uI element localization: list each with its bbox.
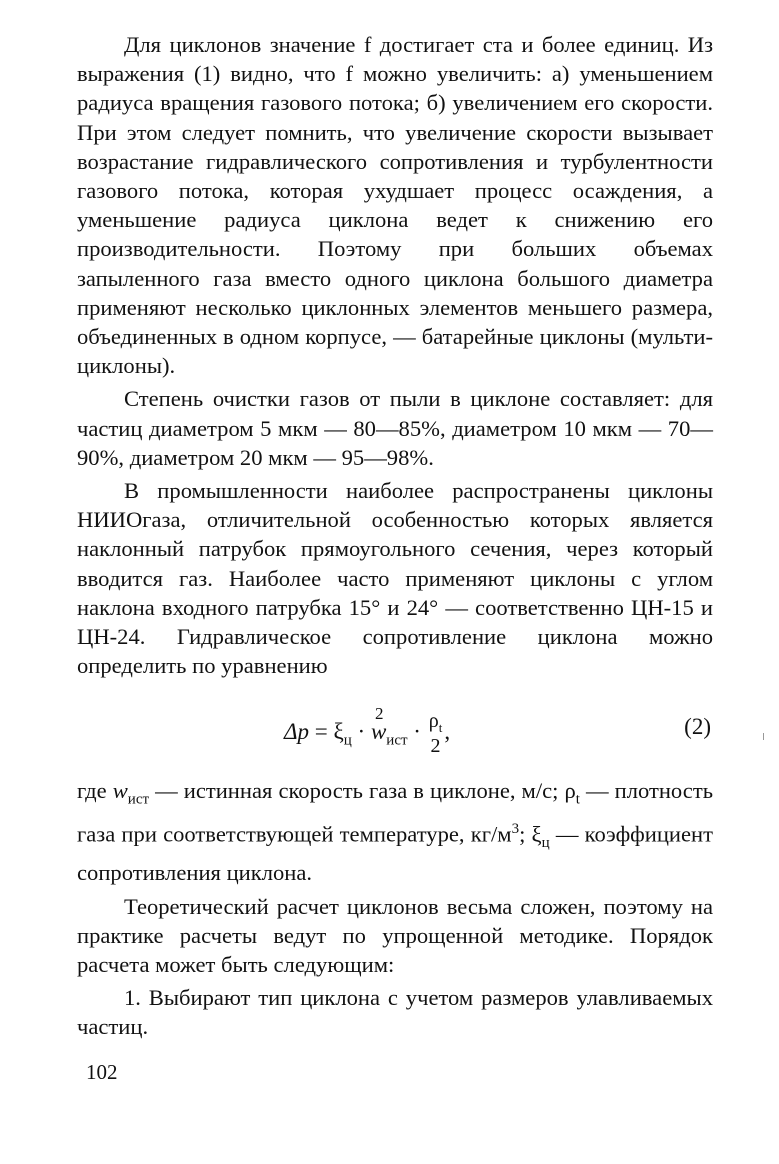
- where-text: — плотность газа при соответствующей температуре, кг/м: [77, 778, 713, 847]
- where-rho-sub: t: [575, 791, 580, 808]
- where-sup3: 3: [511, 821, 520, 838]
- formula-w: w: [370, 719, 387, 745]
- formula-fraction: [428, 710, 443, 758]
- where-text: — истинная скорость газа в циклоне, м/с;: [149, 778, 565, 804]
- scan-mark: [763, 733, 764, 740]
- where-paragraph: [77, 776, 713, 887]
- formula-number: (2): [684, 714, 711, 740]
- where-rho: ρ: [564, 778, 576, 804]
- where-w-sub: ист: [127, 791, 150, 808]
- formula-2: [77, 694, 713, 758]
- formula-lhs: Δp: [284, 719, 309, 745]
- formula-xi: ξ: [333, 719, 344, 745]
- fraction-numerator: [429, 712, 443, 737]
- formula-rho-sub: t: [438, 720, 443, 736]
- fraction-denominator: 2: [430, 735, 441, 758]
- page-number: 102: [86, 1060, 118, 1084]
- formula-rho: ρ: [428, 710, 439, 733]
- paragraph: 1. Выбирают тип циклона с учетом размеров улавливаемых частиц.: [77, 985, 713, 1040]
- formula-expression: [284, 704, 451, 758]
- formula-dot: ·: [407, 719, 427, 745]
- formula-dot: ·: [351, 719, 371, 745]
- formula-xi-sub: ц: [343, 732, 352, 749]
- formula-w-sup: 2: [374, 704, 384, 724]
- where-w: w: [112, 778, 128, 804]
- where-text: где: [77, 778, 113, 804]
- formula-eq: =: [309, 719, 334, 745]
- formula-comma: ,: [444, 719, 451, 745]
- formula-w-sub: ист: [386, 732, 408, 749]
- page-body: [77, 30, 713, 1042]
- paragraph: Для циклонов значение f достигает ста и более единиц. Из выражения (1) видно, что f можно увеличить: а) уменьшением радиуса вращения газового потока; б) увеличением его скорости. При этом следует помнить, что увеличение скорости вызывает возрастание гидравлического сопротивления и турбулентности газового потока, которая ухудшает процесс осаждения, а уменьшение радиуса циклона ведет к снижению его производительности. Поэтому при больших объемах запыленного газа вместо одного циклона большого диаметра применяют несколько циклонных элементов меньшего размера, объединенных в одном корпусе, — батарейные циклоны (мультициклоны).: [77, 32, 713, 379]
- paragraph: Теоретический расчет циклонов весьма сложен, поэтому на практике расчеты ведут по упрощенной методике. Порядок расчета может быть следующим:: [77, 893, 713, 978]
- where-xi: ξ: [531, 821, 542, 847]
- paragraph: В промышленности наиболее распространены циклоны НИИОгаза, отличительной особенностью которых является наклонный патрубок прямоугольного сечения, через который вводится газ. Наиболее часто применяют циклоны с углом наклона входного патрубка 15° и 24° — соответственно ЦН-15 и ЦН-24. Гидравлическое сопротивление циклона можно определить по уравнению: [77, 478, 713, 679]
- where-text: — коэффициент сопротивления циклона.: [77, 821, 713, 886]
- where-text: ;: [519, 821, 532, 847]
- where-xi-sub: ц: [541, 835, 550, 852]
- paragraph: Степень очистки газов от пыли в циклоне составляет: для частиц диаметром 5 мкм — 80—85%, диаметром 10 мкм — 70—90%, диаметром 20 мкм — 95—98%.: [77, 386, 713, 470]
